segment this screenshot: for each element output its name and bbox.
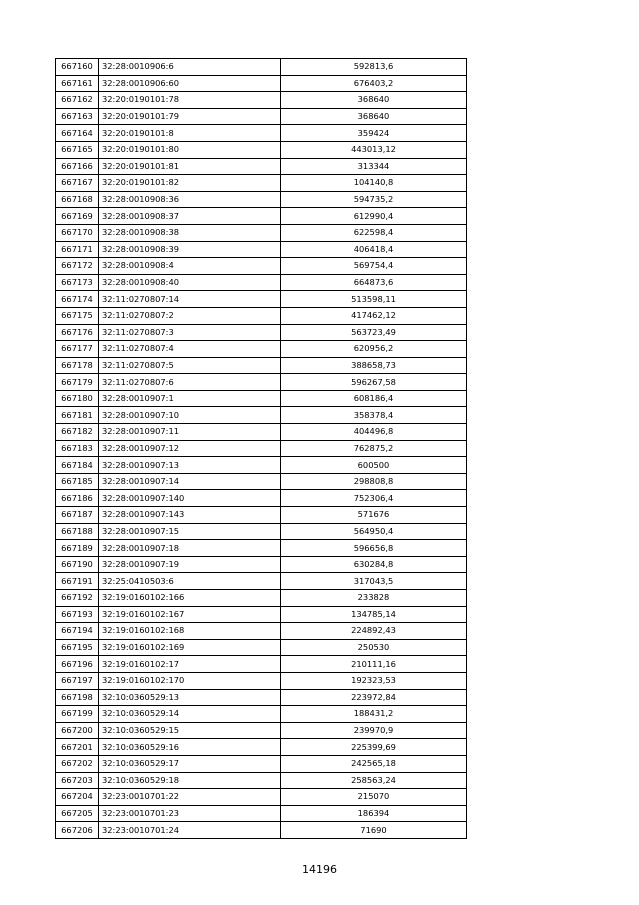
value-cell: 224892,43 (281, 623, 467, 640)
cadastral-number-cell: 32:11:0270807:2 (99, 307, 281, 324)
table-row (56, 590, 467, 607)
value-cell: 71690 (281, 822, 467, 839)
table-row (56, 324, 467, 341)
row-number-cell: 667188 (56, 523, 99, 540)
cadastral-number-cell: 32:28:0010907:12 (99, 440, 281, 457)
value-cell: 215070 (281, 789, 467, 806)
row-number-cell: 667165 (56, 141, 99, 158)
row-number-cell: 667182 (56, 424, 99, 441)
table-row (56, 141, 467, 158)
value-cell: 620956,2 (281, 341, 467, 358)
row-number-cell: 667204 (56, 789, 99, 806)
value-cell: 594735,2 (281, 191, 467, 208)
cadastral-number-cell: 32:23:0010701:24 (99, 822, 281, 839)
table-row (56, 374, 467, 391)
cadastral-number-cell: 32:28:0010907:143 (99, 507, 281, 524)
cadastral-number-cell: 32:28:0010908:38 (99, 224, 281, 241)
table-row (56, 639, 467, 656)
cadastral-number-cell: 32:19:0160102:166 (99, 590, 281, 607)
row-number-cell: 667160 (56, 59, 99, 76)
value-cell: 317043,5 (281, 573, 467, 590)
row-number-cell: 667180 (56, 390, 99, 407)
value-cell: 630284,8 (281, 556, 467, 573)
table-row (56, 274, 467, 291)
table-row (56, 191, 467, 208)
cadastral-number-cell: 32:28:0010907:15 (99, 523, 281, 540)
table-row (56, 125, 467, 142)
cadastral-number-cell: 32:28:0010907:14 (99, 473, 281, 490)
row-number-cell: 667193 (56, 606, 99, 623)
value-cell: 104140,8 (281, 175, 467, 192)
table-row (56, 341, 467, 358)
value-cell: 676403,2 (281, 75, 467, 92)
table-row (56, 224, 467, 241)
cadastral-number-cell: 32:11:0270807:4 (99, 341, 281, 358)
page-number: 14196 (302, 863, 337, 876)
table-row (56, 241, 467, 258)
row-number-cell: 667184 (56, 457, 99, 474)
row-number-cell: 667187 (56, 507, 99, 524)
cadastral-number-cell: 32:20:0190101:8 (99, 125, 281, 142)
cadastral-number-cell: 32:10:0360529:18 (99, 772, 281, 789)
row-number-cell: 667199 (56, 706, 99, 723)
value-cell: 239970,9 (281, 722, 467, 739)
value-cell: 358378,4 (281, 407, 467, 424)
cadastral-number-cell: 32:23:0010701:23 (99, 805, 281, 822)
table-row (56, 424, 467, 441)
table-row (56, 59, 467, 76)
value-cell: 571676 (281, 507, 467, 524)
value-cell: 368640 (281, 108, 467, 125)
value-cell: 388658,73 (281, 357, 467, 374)
table-row (56, 805, 467, 822)
cadastral-number-cell: 32:19:0160102:17 (99, 656, 281, 673)
row-number-cell: 667176 (56, 324, 99, 341)
cadastral-number-cell: 32:28:0010907:13 (99, 457, 281, 474)
value-cell: 592813,6 (281, 59, 467, 76)
cadastral-number-cell: 32:20:0190101:79 (99, 108, 281, 125)
cadastral-number-cell: 32:19:0160102:168 (99, 623, 281, 640)
value-cell: 225399,69 (281, 739, 467, 756)
value-cell: 608186,4 (281, 390, 467, 407)
table-row (56, 556, 467, 573)
table-row (56, 75, 467, 92)
cadastral-number-cell: 32:10:0360529:13 (99, 689, 281, 706)
value-cell: 612990,4 (281, 208, 467, 225)
cadastral-number-cell: 32:19:0160102:169 (99, 639, 281, 656)
value-cell: 258563,24 (281, 772, 467, 789)
row-number-cell: 667183 (56, 440, 99, 457)
table-row (56, 722, 467, 739)
value-cell: 404496,8 (281, 424, 467, 441)
row-number-cell: 667164 (56, 125, 99, 142)
table-row (56, 672, 467, 689)
value-cell: 210111,16 (281, 656, 467, 673)
table-row (56, 473, 467, 490)
table-row (56, 772, 467, 789)
row-number-cell: 667200 (56, 722, 99, 739)
table-row (56, 208, 467, 225)
row-number-cell: 667201 (56, 739, 99, 756)
cadastral-number-cell: 32:11:0270807:3 (99, 324, 281, 341)
cadastral-number-cell: 32:20:0190101:81 (99, 158, 281, 175)
row-number-cell: 667162 (56, 92, 99, 109)
value-cell: 186394 (281, 805, 467, 822)
table-row (56, 390, 467, 407)
value-cell: 443013,12 (281, 141, 467, 158)
value-cell: 134785,14 (281, 606, 467, 623)
row-number-cell: 667181 (56, 407, 99, 424)
row-number-cell: 667189 (56, 540, 99, 557)
row-number-cell: 667203 (56, 772, 99, 789)
table-row (56, 175, 467, 192)
row-number-cell: 667198 (56, 689, 99, 706)
table-row (56, 507, 467, 524)
value-cell: 368640 (281, 92, 467, 109)
row-number-cell: 667175 (56, 307, 99, 324)
row-number-cell: 667167 (56, 175, 99, 192)
data-table (55, 58, 467, 839)
table-row (56, 755, 467, 772)
cadastral-number-cell: 32:11:0270807:14 (99, 291, 281, 308)
value-cell: 233828 (281, 590, 467, 607)
value-cell: 298808,8 (281, 473, 467, 490)
table-row (56, 689, 467, 706)
table-row (56, 307, 467, 324)
row-number-cell: 667194 (56, 623, 99, 640)
table-row (56, 440, 467, 457)
row-number-cell: 667196 (56, 656, 99, 673)
cadastral-number-cell: 32:28:0010907:10 (99, 407, 281, 424)
cadastral-number-cell: 32:10:0360529:14 (99, 706, 281, 723)
row-number-cell: 667171 (56, 241, 99, 258)
cadastral-number-cell: 32:28:0010908:40 (99, 274, 281, 291)
table-row (56, 523, 467, 540)
value-cell: 752306,4 (281, 490, 467, 507)
cadastral-number-cell: 32:20:0190101:80 (99, 141, 281, 158)
row-number-cell: 667173 (56, 274, 99, 291)
row-number-cell: 667163 (56, 108, 99, 125)
cadastral-number-cell: 32:20:0190101:78 (99, 92, 281, 109)
row-number-cell: 667178 (56, 357, 99, 374)
value-cell: 223972,84 (281, 689, 467, 706)
cadastral-number-cell: 32:28:0010908:36 (99, 191, 281, 208)
row-number-cell: 667185 (56, 473, 99, 490)
table-row (56, 623, 467, 640)
cadastral-number-cell: 32:10:0360529:17 (99, 755, 281, 772)
cadastral-number-cell: 32:28:0010908:4 (99, 258, 281, 275)
row-number-cell: 667174 (56, 291, 99, 308)
value-cell: 664873,6 (281, 274, 467, 291)
row-number-cell: 667205 (56, 805, 99, 822)
table-row (56, 258, 467, 275)
table-row (56, 822, 467, 839)
value-cell: 250530 (281, 639, 467, 656)
cadastral-number-cell: 32:28:0010906:60 (99, 75, 281, 92)
row-number-cell: 667170 (56, 224, 99, 241)
value-cell: 569754,4 (281, 258, 467, 275)
cadastral-number-cell: 32:10:0360529:15 (99, 722, 281, 739)
table-row (56, 357, 467, 374)
table-row (56, 573, 467, 590)
row-number-cell: 667192 (56, 590, 99, 607)
cadastral-number-cell: 32:19:0160102:167 (99, 606, 281, 623)
value-cell: 622598,4 (281, 224, 467, 241)
row-number-cell: 667168 (56, 191, 99, 208)
table-row (56, 656, 467, 673)
cadastral-number-cell: 32:25:0410503:6 (99, 573, 281, 590)
table-row (56, 789, 467, 806)
value-cell: 192323,53 (281, 672, 467, 689)
row-number-cell: 667190 (56, 556, 99, 573)
cadastral-number-cell: 32:28:0010907:140 (99, 490, 281, 507)
table-row (56, 92, 467, 109)
row-number-cell: 667172 (56, 258, 99, 275)
cadastral-number-cell: 32:28:0010908:39 (99, 241, 281, 258)
table-row (56, 457, 467, 474)
value-cell: 563723,49 (281, 324, 467, 341)
cadastral-number-cell: 32:28:0010906:6 (99, 59, 281, 76)
table-row (56, 108, 467, 125)
table-row (56, 606, 467, 623)
value-cell: 359424 (281, 125, 467, 142)
cadastral-number-cell: 32:10:0360529:16 (99, 739, 281, 756)
table-row (56, 291, 467, 308)
value-cell: 762875,2 (281, 440, 467, 457)
value-cell: 406418,4 (281, 241, 467, 258)
value-cell: 313344 (281, 158, 467, 175)
value-cell: 596267,58 (281, 374, 467, 391)
row-number-cell: 667195 (56, 639, 99, 656)
value-cell: 564950,4 (281, 523, 467, 540)
row-number-cell: 667202 (56, 755, 99, 772)
value-cell: 513598,11 (281, 291, 467, 308)
value-cell: 417462,12 (281, 307, 467, 324)
row-number-cell: 667166 (56, 158, 99, 175)
value-cell: 242565,18 (281, 755, 467, 772)
row-number-cell: 667191 (56, 573, 99, 590)
cadastral-number-cell: 32:28:0010908:37 (99, 208, 281, 225)
table-row (56, 490, 467, 507)
cadastral-number-cell: 32:28:0010907:18 (99, 540, 281, 557)
value-cell: 188431,2 (281, 706, 467, 723)
row-number-cell: 667186 (56, 490, 99, 507)
row-number-cell: 667197 (56, 672, 99, 689)
row-number-cell: 667206 (56, 822, 99, 839)
row-number-cell: 667179 (56, 374, 99, 391)
cadastral-number-cell: 32:28:0010907:1 (99, 390, 281, 407)
cadastral-number-cell: 32:23:0010701:22 (99, 789, 281, 806)
table-body (56, 59, 467, 839)
row-number-cell: 667169 (56, 208, 99, 225)
cadastral-number-cell: 32:11:0270807:6 (99, 374, 281, 391)
table-row (56, 407, 467, 424)
cadastral-number-cell: 32:11:0270807:5 (99, 357, 281, 374)
row-number-cell: 667177 (56, 341, 99, 358)
table-row (56, 540, 467, 557)
row-number-cell: 667161 (56, 75, 99, 92)
value-cell: 600500 (281, 457, 467, 474)
cadastral-number-cell: 32:28:0010907:11 (99, 424, 281, 441)
value-cell: 596656,8 (281, 540, 467, 557)
table-row (56, 158, 467, 175)
table-row (56, 706, 467, 723)
cadastral-number-cell: 32:28:0010907:19 (99, 556, 281, 573)
table-row (56, 739, 467, 756)
cadastral-number-cell: 32:20:0190101:82 (99, 175, 281, 192)
cadastral-number-cell: 32:19:0160102:170 (99, 672, 281, 689)
